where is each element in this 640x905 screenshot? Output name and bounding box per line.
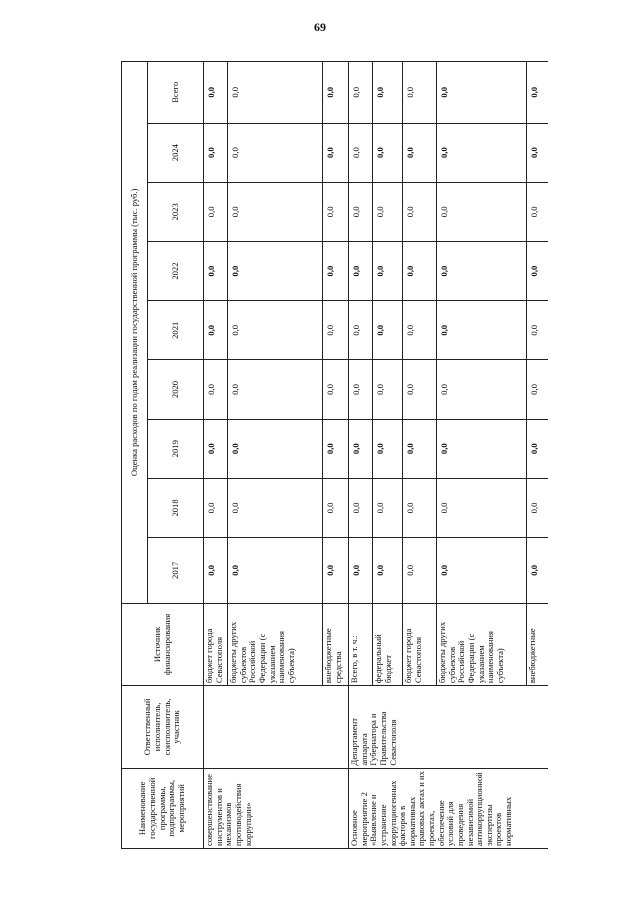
value-cell: 0,0 xyxy=(323,419,349,478)
value-cell: 0,0 xyxy=(228,301,323,360)
value-cell: 0,0 xyxy=(437,538,527,604)
value-cell: 0,0 xyxy=(527,62,549,124)
value-cell: 0,0 xyxy=(349,301,373,360)
header-year: 2023 xyxy=(148,182,204,241)
value-cell: 0,0 xyxy=(527,182,549,241)
value-cell: 0,0 xyxy=(403,241,437,300)
value-cell: 0,0 xyxy=(323,123,349,182)
value-cell: 0,0 xyxy=(373,301,403,360)
value-cell: 0,0 xyxy=(527,241,549,300)
header-executor: Ответственный исполнитель, соисполнитель, участник xyxy=(122,686,204,769)
value-cell: 0,0 xyxy=(349,360,373,419)
value-cell: 0,0 xyxy=(349,182,373,241)
value-cell: 0,0 xyxy=(349,123,373,182)
source-cell: федеральный бюджет xyxy=(373,603,403,686)
value-cell: 0,0 xyxy=(403,419,437,478)
value-cell: 0,0 xyxy=(323,301,349,360)
header-year: 2017 xyxy=(148,538,204,604)
value-cell: 0,0 xyxy=(323,478,349,537)
block1-executor xyxy=(204,686,349,769)
value-cell: 0,0 xyxy=(527,301,549,360)
value-cell: 0,0 xyxy=(437,182,527,241)
financing-table xyxy=(121,61,548,849)
value-cell: 0,0 xyxy=(323,538,349,604)
value-cell: 0,0 xyxy=(373,241,403,300)
value-cell: 0,0 xyxy=(373,62,403,124)
value-cell: 0,0 xyxy=(403,301,437,360)
header-total: Всего xyxy=(148,62,204,124)
header-name: Наименование государственной программы, подпрограммы, мероприятий xyxy=(122,768,204,848)
header-year: 2019 xyxy=(148,419,204,478)
header-year: 2021 xyxy=(148,301,204,360)
value-cell: 0,0 xyxy=(527,538,549,604)
value-cell: 0,0 xyxy=(323,182,349,241)
value-cell: 0,0 xyxy=(527,360,549,419)
rotated-table-wrapper xyxy=(121,61,548,849)
value-cell: 0,0 xyxy=(228,182,323,241)
value-cell: 0,0 xyxy=(403,123,437,182)
value-cell: 0,0 xyxy=(373,360,403,419)
header-year: 2024 xyxy=(148,123,204,182)
source-cell: Всего, в т. ч.: xyxy=(349,603,373,686)
block2-name: Основное мероприятие 2 «Выявление и устранение коррупциогенных факторов в нормативных правовых актах и их проектах, обеспечение условий для проведения независимой антикоррупционной экспертизы проектов нормативных xyxy=(349,768,549,848)
header-year: 2020 xyxy=(148,360,204,419)
value-cell: 0,0 xyxy=(437,301,527,360)
value-cell: 0,0 xyxy=(437,478,527,537)
value-cell: 0,0 xyxy=(373,478,403,537)
value-cell: 0,0 xyxy=(228,62,323,124)
value-cell: 0,0 xyxy=(228,478,323,537)
value-cell: 0,0 xyxy=(349,241,373,300)
page-number: 69 xyxy=(314,20,326,34)
header-year: 2018 xyxy=(148,478,204,537)
value-cell: 0,0 xyxy=(373,123,403,182)
header-source: Источник финансирования xyxy=(122,603,204,686)
value-cell: 0,0 xyxy=(403,182,437,241)
value-cell: 0,0 xyxy=(527,419,549,478)
source-cell: бюджеты других субъектов Российской Федерации (с указанием наименования субъекта) xyxy=(228,603,323,686)
value-cell: 0,0 xyxy=(527,478,549,537)
value-cell: 0,0 xyxy=(403,360,437,419)
source-cell: бюджет города Севастополя xyxy=(403,603,437,686)
header-year: 2022 xyxy=(148,241,204,300)
value-cell: 0,0 xyxy=(437,241,527,300)
value-cell: 0,0 xyxy=(204,241,228,300)
value-cell: 0,0 xyxy=(228,419,323,478)
value-cell: 0,0 xyxy=(373,538,403,604)
value-cell: 0,0 xyxy=(349,538,373,604)
value-cell: 0,0 xyxy=(349,478,373,537)
source-cell: бюджеты других субъектов Российской Федерации (с указанием наименования субъекта) xyxy=(437,603,527,686)
value-cell: 0,0 xyxy=(403,62,437,124)
value-cell: 0,0 xyxy=(228,123,323,182)
value-cell: 0,0 xyxy=(228,360,323,419)
rotated-table-container xyxy=(121,61,548,849)
value-cell: 0,0 xyxy=(373,419,403,478)
value-cell: 0,0 xyxy=(204,301,228,360)
value-cell: 0,0 xyxy=(204,123,228,182)
value-cell: 0,0 xyxy=(204,478,228,537)
value-cell: 0,0 xyxy=(204,182,228,241)
header-group: Оценка расходов по годам реализации государственной программы (тыс. руб.) xyxy=(122,62,148,604)
block1-name: совершенствование инструментов и механизмов противодействия коррупции» xyxy=(204,768,349,848)
value-cell: 0,0 xyxy=(323,62,349,124)
value-cell: 0,0 xyxy=(403,538,437,604)
value-cell: 0,0 xyxy=(228,241,323,300)
value-cell: 0,0 xyxy=(437,419,527,478)
value-cell: 0,0 xyxy=(228,538,323,604)
value-cell: 0,0 xyxy=(373,182,403,241)
source-cell: внебюджетные xyxy=(527,603,549,686)
value-cell: 0,0 xyxy=(349,419,373,478)
source-cell: бюджет города Севастополя xyxy=(204,603,228,686)
value-cell: 0,0 xyxy=(204,62,228,124)
value-cell: 0,0 xyxy=(349,62,373,124)
value-cell: 0,0 xyxy=(204,360,228,419)
value-cell: 0,0 xyxy=(437,62,527,124)
value-cell: 0,0 xyxy=(437,123,527,182)
block2-executor: Департамент аппарата Губернатора и Правительства Севастополя xyxy=(349,686,549,769)
value-cell: 0,0 xyxy=(323,241,349,300)
value-cell: 0,0 xyxy=(437,360,527,419)
value-cell: 0,0 xyxy=(323,360,349,419)
value-cell: 0,0 xyxy=(204,419,228,478)
source-cell: внебюджетные средства xyxy=(323,603,349,686)
value-cell: 0,0 xyxy=(204,538,228,604)
value-cell: 0,0 xyxy=(403,478,437,537)
value-cell: 0,0 xyxy=(527,123,549,182)
